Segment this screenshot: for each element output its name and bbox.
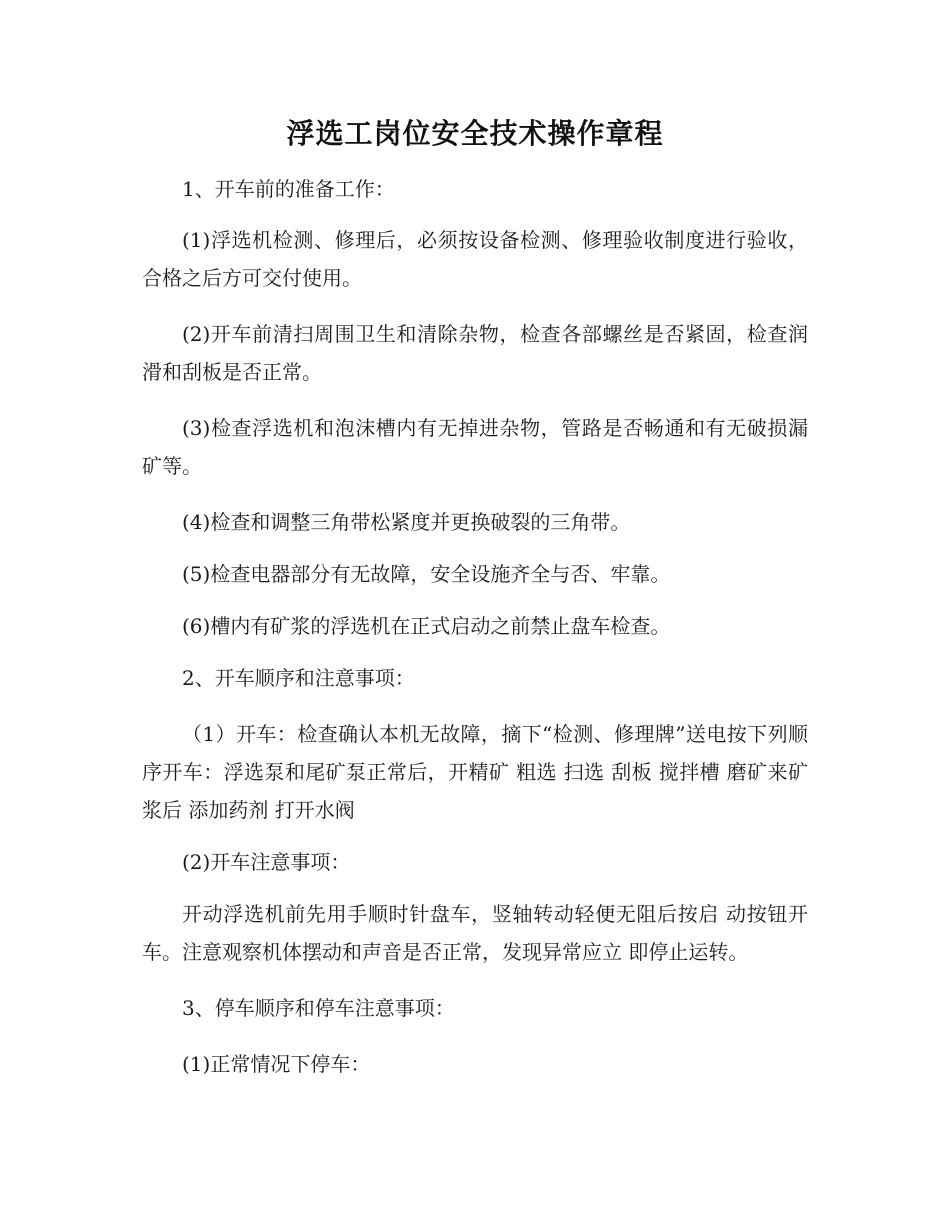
section-heading-1: 1、开车前的准备工作： <box>182 177 395 201</box>
paragraph-startup-notes: 开动浮选机前先用手顺时针盘车，竖轴转动轻便无阻后按启 动按钮开车。注意观察机体摆动和声音是否正常，发现异常应立 即停止运转。 <box>142 902 808 964</box>
paragraph-item-1: (1)浮选机检测、修理后，必须按设备检测、修理验收制度进行验收，合格之后方可交付使用。 <box>142 228 808 290</box>
document-title: 浮选工岗位安全技术操作章程 <box>286 117 664 150</box>
paragraph-item-2: (2)开车前清扫周围卫生和清除杂物，检查各部螺丝是否紧固，检查润滑和刮板是否正常。 <box>142 322 808 384</box>
paragraph-item-3: (3)检查浮选机和泡沫槽内有无掉进杂物，管路是否畅通和有无破损漏矿等。 <box>142 416 808 478</box>
paragraph-item-4: (4)检查和调整三角带松紧度并更换破裂的三角带。 <box>182 510 631 534</box>
section-heading-3: 3、停车顺序和停车注意事项： <box>182 996 455 1020</box>
section-heading-2: 2、开车顺序和注意事项： <box>182 666 415 690</box>
paragraph-normal-stop: (1)正常情况下停车： <box>182 1052 371 1076</box>
paragraph-item-6: (6)槽内有矿浆的浮选机在正式启动之前禁止盘车检查。 <box>182 614 671 638</box>
paragraph-startup: （1）开车：检查确认本机无故障，摘下“检测、修理牌”送电按下列顺序开车：浮选泵和尾矿泵正常后，开精矿 粗选 扫选 刮板 搅拌槽 磨矿来矿浆后 添加药剂 打开水阀 <box>142 722 808 822</box>
paragraph-startup-notes-heading: (2)开车注意事项： <box>182 850 351 874</box>
document-body <box>142 170 808 1083</box>
paragraph-item-5: (5)检查电器部分有无故障，安全设施齐全与否、牢靠。 <box>182 562 671 586</box>
